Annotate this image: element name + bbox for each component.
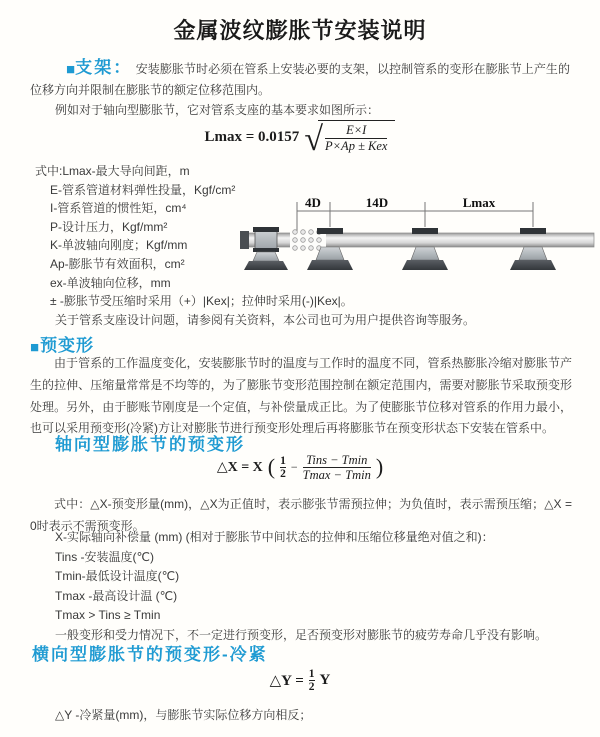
section-marker-icon: ■ <box>30 339 41 356</box>
one-half-fraction <box>309 668 315 693</box>
definition-item: ± -膨胀节受压缩时采用（+）|Kex|；拉伸时采用(-)|Kex|。 <box>50 294 353 309</box>
dimension-label-lmax: Lmax <box>462 195 496 210</box>
axial-parameter-line: Tmax -最高设计温 (℃) <box>55 588 178 603</box>
dimension-label-4d: 4D <box>305 195 321 210</box>
close-paren: ) <box>375 453 384 479</box>
lateral-formula-lhs: △Y = <box>269 673 304 690</box>
lmax-formula <box>0 120 600 158</box>
section-marker-icon: ■ <box>66 61 76 78</box>
sqrt-radical <box>304 120 395 158</box>
half-denominator: 2 <box>280 468 286 481</box>
axial-subsection-heading: 轴向型膨胀节的预变形 <box>55 435 245 454</box>
definition-item: ex-单波轴向位移，mm <box>50 275 171 290</box>
one-half-fraction <box>280 455 286 480</box>
pipe-support-diagram <box>240 193 596 293</box>
lateral-formula-note: △Y -冷紧量(mm)，与膨胀节实际位移方向相反； <box>55 708 312 722</box>
preform-heading-label: 预变形 <box>40 336 95 355</box>
support-section-heading: 支架： <box>75 58 133 77</box>
axial-preform-formula <box>0 453 600 483</box>
definition-closing-note: 关于管系支座设计问题，请参阅有关资料，本公司也可为用户提供咨询等服务。 <box>55 312 476 327</box>
half-numerator: 1 <box>308 668 315 680</box>
temperature-numerator: Tins − Tmin <box>306 453 368 467</box>
axial-parameter-line: X-实际轴向补偿量 (mm) (相对于膨胀节中间状态的拉伸和压缩位移量绝对值之和)： <box>55 530 494 544</box>
open-paren: ( <box>267 453 276 479</box>
preform-body-text: 由于管系的工作温度变化，安装膨胀节时的温度与工作时的温度不同，管系热膨胀冷缩对膨胀节产生的拉伸、压缩量常常是不均等的，为了膨胀节变形范围控制在额定范围内，需要对膨胀节采取预变形处理。另外，由于膨账节刚度是一个定值，与补偿量成正比。为了使膨胀节位移对管系的作用力最小，也可以采用预变形(冷紧)方让对膨胀节进行预变形处理后再将膨胀节在预变形状态下安装在管系中。 <box>30 356 572 436</box>
dimension-label-14d: 14D <box>365 195 389 210</box>
axial-parameter-line: 一般变形和受力情况下，不一定进行预变形，足否预变形对膨胀节的疲劳寿命几乎没有影响。 <box>55 627 548 642</box>
support-intro-text: 安装膨胀节时必须在管系上安装必要的支架，以控制管系的变形在膨胀节上产生的位移方向并限制在膨胀节的额定位移范围内。 <box>30 62 570 97</box>
axial-parameter-line: Tmin-最低设计温度(℃) <box>55 569 180 584</box>
definition-item: E-管系管道材料弹性投量，Kgf/cm² <box>50 182 236 197</box>
page-title: 金属波纹膨胀节安装说明 <box>173 18 427 43</box>
temperature-denominator: Tmax − Tmin <box>302 468 371 483</box>
axial-parameter-line: Tins -安装温度(℃) <box>55 549 155 564</box>
lmax-fraction-numerator: E×I <box>346 123 367 138</box>
half-numerator: 1 <box>280 455 286 468</box>
axial-parameter-list <box>55 528 547 646</box>
axial-formula-prefix: △X = X <box>216 460 263 476</box>
definition-item: Ap-膨胀节有效面积，cm² <box>50 256 185 271</box>
lmax-fraction <box>325 123 388 153</box>
support-example-line: 例如对于轴向型膨胀节，它对管系支座的基本要求如图所示： <box>55 103 380 117</box>
lmax-formula-lhs: Lmax = 0.0157 <box>204 128 300 145</box>
definition-item: I-管系管道的惯性矩，cm⁴ <box>50 201 187 216</box>
definition-lead: 式中:Lmax-最大导向间距，m <box>35 164 190 178</box>
support-section-intro <box>30 57 570 101</box>
lateral-coldtight-formula <box>0 668 600 693</box>
lmax-fraction-denominator: P×Ap ± Kex <box>324 138 388 153</box>
lateral-formula-rhs: Y <box>319 672 331 689</box>
axial-formula-explanation: 式中：△X-预变形量(mm)，△X为正值时，表示膨张节需预拉伸；为负值时，表示需预压缩；△X = 0时表示不需预变形。 <box>30 497 572 533</box>
axial-parameter-line: Tmax > Tins ≥ Tmin <box>55 608 161 623</box>
definition-item: P-设计压力，Kgf/mm² <box>50 219 168 234</box>
sqrt-sign: √ <box>304 121 323 158</box>
temperature-fraction <box>303 453 371 483</box>
definition-item: K-单波轴向刚度；Kgf/mm <box>50 238 188 253</box>
lateral-subsection-heading: 横向型膨胀节的预变形-冷紧 <box>32 645 268 664</box>
sqrt-body <box>318 120 396 154</box>
minus-operator: − <box>290 460 298 475</box>
half-denominator: 2 <box>308 681 315 694</box>
